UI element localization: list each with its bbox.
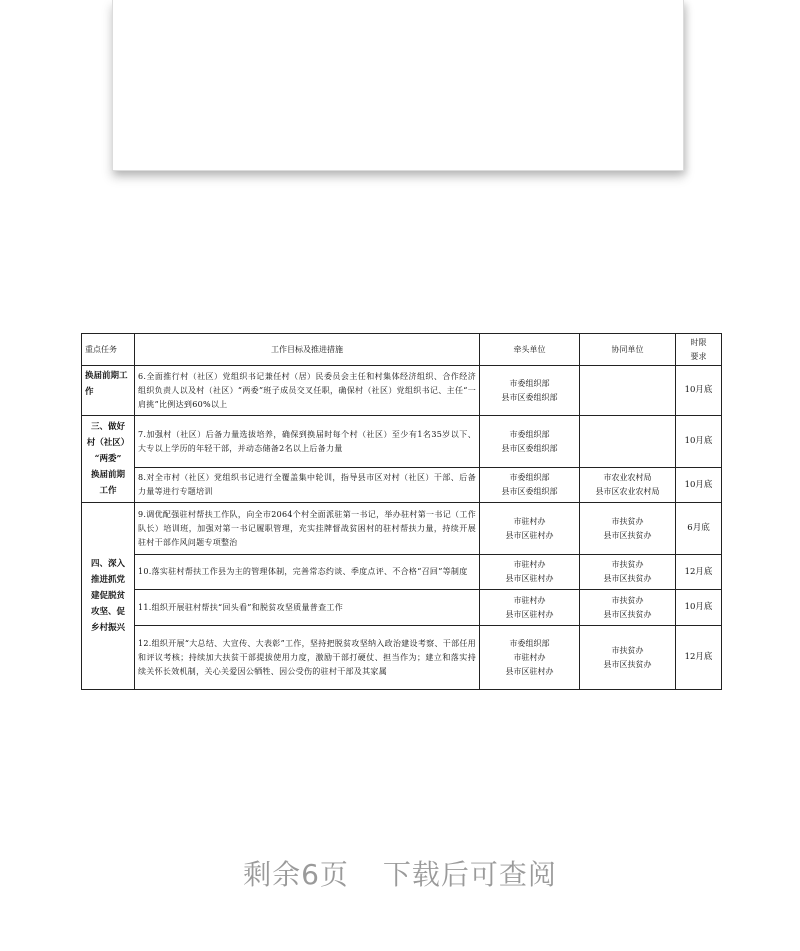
table-row (82, 555, 722, 590)
deadline-cell: 10月底 (676, 366, 722, 416)
table-row (82, 590, 722, 626)
measure-cell: 8.对全市村（社区）党组织书记进行全覆盖集中轮训，指导县市区对村（社区）干部、后备力量等进行专题培训 (135, 468, 480, 503)
assist-unit-cell: 市扶贫办 县市区扶贫办 (580, 590, 676, 626)
download-to-view-text: 下载后可查阅 (382, 858, 557, 891)
assist-unit-cell: 市农业农村局 县市区农业农村局 (580, 468, 676, 503)
lead-unit-cell: 市委组织部 县市区委组织部 (480, 468, 580, 503)
deadline-cell: 10月底 (676, 416, 722, 468)
lead-unit-cell: 市驻村办 县市区驻村办 (480, 555, 580, 590)
task-cell-continued: 换届前期工作 (82, 366, 135, 416)
lead-unit-cell: 市驻村办 县市区驻村办 (480, 590, 580, 626)
deadline-cell: 6月底 (676, 503, 722, 555)
work-plan-table (81, 333, 722, 690)
lead-unit-cell: 市驻村办 县市区驻村办 (480, 503, 580, 555)
header-lead-unit: 牵头单位 (480, 334, 580, 366)
deadline-cell: 10月底 (676, 590, 722, 626)
task-cell-group-2: 四、深入 推进抓党 建促脱贫 攻坚、促 乡村振兴 (82, 503, 135, 690)
task-cell-group-1: 三、做好 村（社区） “两委” 换届前期 工作 (82, 416, 135, 503)
assist-unit-cell (580, 366, 676, 416)
header-deadline: 时限 要求 (676, 334, 722, 366)
measure-cell: 11.组织开展驻村帮扶“回头看”和脱贫攻坚质量普查工作 (135, 590, 480, 626)
header-task: 重点任务 (82, 334, 135, 366)
table-row (82, 468, 722, 503)
table-header-row (82, 334, 722, 366)
assist-unit-cell: 市扶贫办 县市区扶贫办 (580, 626, 676, 690)
lead-unit-cell: 市委组织部 县市区委组织部 (480, 416, 580, 468)
lead-unit-cell: 市委组织部 县市区委组织部 (480, 366, 580, 416)
header-assist-unit: 协同单位 (580, 334, 676, 366)
assist-unit-cell: 市扶贫办 县市区扶贫办 (580, 555, 676, 590)
table-row (82, 416, 722, 468)
table-row (82, 503, 722, 555)
measure-cell: 10.落实驻村帮扶工作县为主的管理体制，完善常态约谈、季度点评、不合格“召回”等制度 (135, 555, 480, 590)
deadline-cell: 12月底 (676, 555, 722, 590)
previous-page-preview (112, 0, 684, 171)
measure-cell: 9.调优配强驻村帮扶工作队，向全市2064个村全面派驻第一书记，举办驻村第一书记（工作队长）培训班，加强对第一书记履职管理，充实挂牌督战贫困村的驻村帮扶力量，持续开展驻村干部作风问题专项整治 (135, 503, 480, 555)
header-measures: 工作目标及推进措施 (135, 334, 480, 366)
measure-cell: 6.全面推行村（社区）党组织书记兼任村（居）民委员会主任和村集体经济组织、合作经济组织负责人以及村（社区）“两委”班子成员交叉任职，确保村（社区）党组织书记、主任“一肩挑”比例达到60%以上 (135, 366, 480, 416)
deadline-cell: 10月底 (676, 468, 722, 503)
assist-unit-cell: 市扶贫办 县市区扶贫办 (580, 503, 676, 555)
table-row (82, 626, 722, 690)
remaining-pages-text: 剩余6页 (243, 858, 349, 891)
measure-cell: 12.组织开展“大总结、大宣传、大表彰”工作，坚持把脱贫攻坚纳入政治建设考察、干部任用和评议考核；持续加大扶贫干部提拔使用力度，激励干部打硬仗、担当作为；建立和落实持续关怀长效机制，关心关爱因公牺牲、因公受伤的驻村干部及其家属 (135, 626, 480, 690)
assist-unit-cell (580, 416, 676, 468)
table-row (82, 366, 722, 416)
deadline-cell: 12月底 (676, 626, 722, 690)
download-prompt[interactable] (0, 853, 800, 893)
measure-cell: 7.加强村（社区）后备力量选拔培养，确保到换届时每个村（社区）至少有1名35岁以下、大专以上学历的年轻干部，并动态储备2名以上后备力量 (135, 416, 480, 468)
lead-unit-cell: 市委组织部 市驻村办 县市区驻村办 (480, 626, 580, 690)
